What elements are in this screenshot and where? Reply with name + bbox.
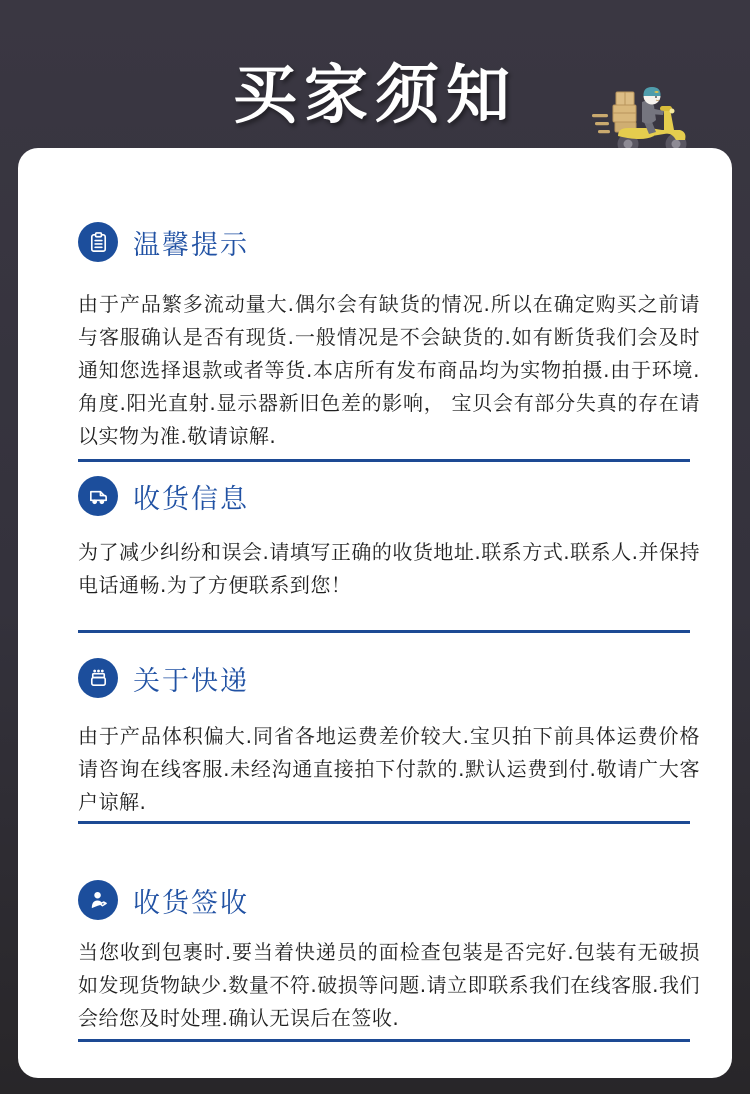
section-header <box>78 880 690 920</box>
section-heading: 收货信息 <box>133 483 249 515</box>
section-divider <box>78 630 690 633</box>
section-body-text: 由于产品繁多流动量大.偶尔会有缺货的情况.所以在确定购买之前请与客服确认是否有现货.一般情况是不会缺货的.如有断货我们会及时通知您选择退款或者等货.本店所有发布商品均为实物拍摄.由于环境.角度.阳光直射.显示器新旧色差的影响， 宝贝会有部分失真的存在请以实物为准.敬请谅解. <box>78 292 700 448</box>
section-sign-receipt <box>78 880 700 1042</box>
section-body-text: 由于产品体积偏大.同省各地运费差价较大.宝贝拍下前具体运费价格请咨询在线客服.未经沟通直接拍下付款的.默认运费到付.敬请广大客户谅解. <box>78 724 700 814</box>
section-header <box>78 658 690 698</box>
notice-card <box>18 148 732 1078</box>
section-divider <box>78 459 690 462</box>
person-signing-icon <box>78 880 118 920</box>
section-header <box>78 476 690 516</box>
rider <box>642 87 664 134</box>
section-heading: 收货签收 <box>133 887 249 919</box>
truck-icon <box>78 476 118 516</box>
section-heading: 关于快递 <box>133 665 249 697</box>
section-delivery-info <box>78 476 700 633</box>
packages <box>613 92 636 132</box>
section-header <box>78 222 690 262</box>
page-title: 买家须知 <box>233 59 517 133</box>
section-divider <box>78 821 690 824</box>
section-divider <box>78 1039 690 1042</box>
clipboard-icon <box>78 222 118 262</box>
header-banner <box>0 0 750 148</box>
parcel-icon <box>78 658 118 698</box>
section-body-text: 当您收到包裹时.要当着快递员的面检查包装是否完好.包装有无破损如发现货物缺少.数量不符.破损等问题.请立即联系我们在线客服.我们会给您及时处理.确认无误后在签收. <box>78 940 700 1030</box>
section-warm-tips <box>78 222 700 462</box>
delivery-scooter-illustration <box>592 84 694 156</box>
section-body-text: 为了减少纠纷和误会.请填写正确的收货地址.联系方式.联系人.并保持电话通畅.为了方便联系到您！ <box>78 540 700 597</box>
section-about-express <box>78 658 700 824</box>
section-heading: 温馨提示 <box>133 229 249 261</box>
